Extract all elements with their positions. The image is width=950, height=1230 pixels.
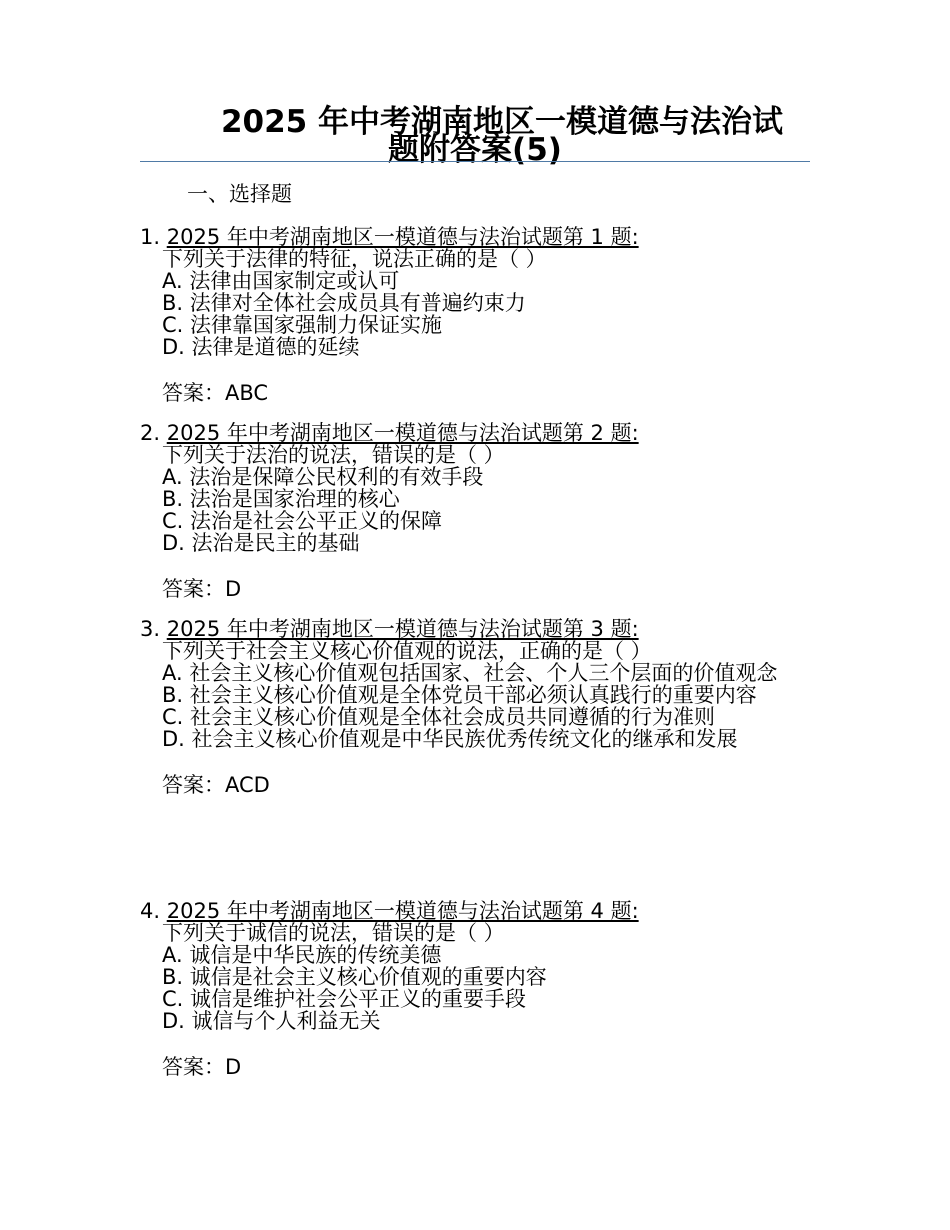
- option-c: C. 社会主义核心价值观是全体社会成员共同遵循的行为准则: [162, 705, 716, 729]
- answer-label: 答案：: [162, 381, 225, 405]
- option-a: A. 法治是保障公民权利的有效手段: [162, 465, 484, 489]
- question-number: 3.: [140, 617, 161, 641]
- answer-line: [140, 1054, 800, 1080]
- question-number: 4.: [140, 899, 161, 923]
- answer-label: 答案：: [162, 577, 225, 601]
- question-3: [140, 618, 800, 798]
- section-heading: 一、选择题: [187, 182, 292, 206]
- question-stem: 下列关于诚信的说法，错误的是（ ）: [162, 921, 505, 945]
- question-2: [140, 422, 800, 602]
- question-source: 2025 年中考湖南地区一模道德与法治试题第 2 题:: [166, 421, 639, 445]
- answer-value: ACD: [225, 773, 270, 797]
- question-stem: 下列关于社会主义核心价值观的说法，正确的是（ ）: [162, 639, 652, 663]
- option-a: A. 诚信是中华民族的传统美德: [162, 943, 442, 967]
- question-stem: 下列关于法治的说法，错误的是（ ）: [162, 443, 505, 467]
- option-d: D. 社会主义核心价值观是中华民族优秀传统文化的继承和发展: [162, 727, 738, 751]
- answer-line: [140, 772, 800, 798]
- option-b: B. 诚信是社会主义核心价值观的重要内容: [162, 965, 547, 989]
- option-b: B. 法律对全体社会成员具有普遍约束力: [162, 291, 526, 315]
- answer-value: D: [225, 577, 242, 601]
- option-c: C. 法治是社会公平正义的保障: [162, 509, 443, 533]
- answer-label: 答案：: [162, 773, 225, 797]
- question-number: 2.: [140, 421, 161, 445]
- option-b: B. 社会主义核心价值观是全体党员干部必须认真践行的重要内容: [162, 683, 757, 707]
- title-divider: [140, 161, 810, 162]
- question-source: 2025 年中考湖南地区一模道德与法治试题第 1 题:: [166, 225, 639, 249]
- question-source: 2025 年中考湖南地区一模道德与法治试题第 3 题:: [166, 617, 639, 641]
- answer-value: D: [225, 1055, 242, 1079]
- answer-label: 答案：: [162, 1055, 225, 1079]
- answer-line: [140, 380, 800, 406]
- question-header: [140, 226, 800, 248]
- question-source: 2025 年中考湖南地区一模道德与法治试题第 4 题:: [166, 899, 639, 923]
- question-4: [140, 900, 800, 1080]
- option-d: D. 法治是民主的基础: [162, 531, 360, 555]
- answer-value: ABC: [225, 381, 269, 405]
- document-title: [140, 104, 810, 168]
- question-stem: 下列关于法律的特征，说法正确的是（ ）: [162, 247, 547, 271]
- question-number: 1.: [140, 225, 161, 249]
- document-title-line-2: 题附答案(5): [388, 132, 562, 168]
- question-header: [140, 422, 800, 444]
- option-a: A. 法律由国家制定或认可: [162, 269, 400, 293]
- option-a: A. 社会主义核心价值观包括国家、社会、个人三个层面的价值观念: [162, 661, 778, 685]
- question-1: [140, 226, 800, 406]
- option-b: B. 法治是国家治理的核心: [162, 487, 400, 511]
- option-c: C. 诚信是维护社会公平正义的重要手段: [162, 987, 527, 1011]
- option-d: D. 诚信与个人利益无关: [162, 1009, 381, 1033]
- question-header: [140, 900, 800, 922]
- question-header: [140, 618, 800, 640]
- option-d: D. 法律是道德的延续: [162, 335, 360, 359]
- document-title-line-1: 2025 年中考湖南地区一模道德与法治试: [220, 104, 784, 140]
- answer-line: [140, 576, 800, 602]
- option-c: C. 法律靠国家强制力保证实施: [162, 313, 443, 337]
